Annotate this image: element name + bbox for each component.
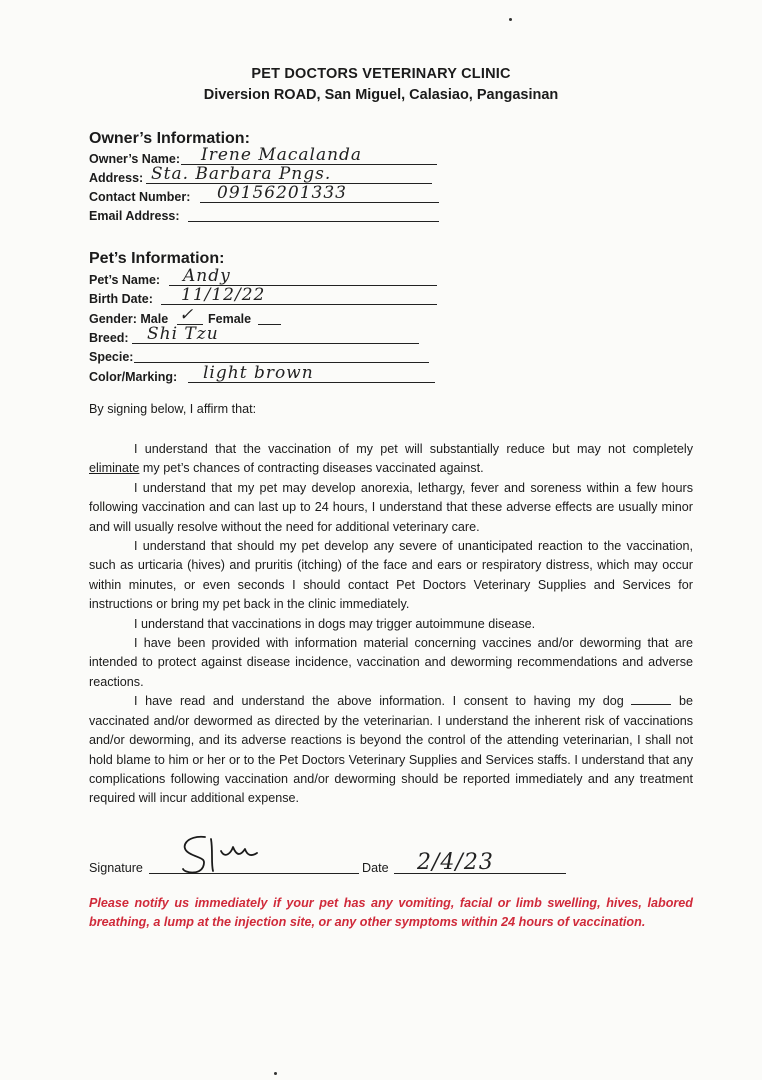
- pet-gender-label: Gender: Male: [89, 312, 169, 326]
- consent-paragraph: I understand that should my pet develop any severe of unanticipated reaction to the vaccination, such as urticaria (hives) and pruritis (itching) of the face and ears or respiratory distress, which may occur within minutes, or even seconds I should contact Pet Doctors Veterinary Supplies and Services for instructions or bring my pet back in the clinic immediately.: [89, 539, 693, 612]
- consent-paragraph: I have read and understand the above information. I consent to having my dog be vaccinated and/or dewormed as directed by the veterinarian. I understand the inherent risk of vaccinations and/or deworming, and its adverse reactions is beyond the control of the attending veterinarian, I shall not hold blame to him or her or to the Pet Doctors Veterinary Supplies and Services staffs. I understand that any complications following vaccination and/or deworming should be reported immediately and any treatment required will incur additional expense.: [89, 694, 694, 806]
- owner-email-line: [188, 221, 439, 222]
- pet-specie-label: Specie:: [89, 350, 134, 364]
- dog-name-blank[interactable]: [631, 694, 671, 705]
- notice-text: Please notify us immediately if your pet has any vomiting, facial or limb swelling, hives, labored breathing, a lump at the injection site, or any other symptoms within 24 hours of vaccination.: [89, 896, 693, 930]
- date-label: Date: [362, 861, 389, 875]
- consent-paragraph: I have been provided with information material concerning vaccines and/or deworming that are intended to protect against disease incidence, vaccination and deworming recommendations and adverse reactions.: [89, 636, 693, 689]
- owner-email-field[interactable]: [89, 205, 439, 223]
- pet-specie-field[interactable]: [89, 346, 439, 364]
- clinic-name: PET DOCTORS VETERINARY CLINIC: [251, 66, 511, 82]
- owner-name-value: Irene Macalanda: [201, 145, 363, 165]
- clinic-header: [0, 64, 762, 106]
- consent-paragraph: I understand that the vaccination of my pet will substantially reduce but may not completely eliminate my pet’s chances of contracting diseases vaccinated against.: [89, 442, 693, 476]
- signature-label: Signature: [89, 861, 143, 875]
- consent-intro: By signing below, I affirm that:: [89, 402, 257, 416]
- pet-birthdate-label: Birth Date:: [89, 292, 153, 306]
- pet-breed-value: Shi Tzu: [147, 324, 219, 344]
- paper-speck: [274, 1072, 277, 1075]
- underlined-word: eliminate: [89, 461, 140, 476]
- date-value: 2/4/23: [417, 850, 494, 875]
- consent-paragraph: I understand that my pet may develop anorexia, lethargy, fever and soreness within a few hours following vaccination and can last up to 24 hours, I understand that these adverse effects are usually minor and will usually resolve without the need for additional veterinary care.: [89, 480, 693, 534]
- owner-email-label: Email Address:: [89, 209, 180, 223]
- pet-name-label: Pet’s Name:: [89, 273, 161, 287]
- pet-color-value: light brown: [203, 363, 314, 383]
- owner-address-value: Sta. Barbara Pngs.: [151, 164, 332, 184]
- gender-female-line: [258, 324, 281, 325]
- owner-contact-label: Contact Number:: [89, 190, 191, 204]
- pet-color-field[interactable]: [89, 363, 439, 384]
- pet-breed-field[interactable]: [89, 324, 439, 345]
- owner-contact-field[interactable]: [89, 183, 439, 204]
- consent-paragraph: I understand that vaccinations in dogs may trigger autoimmune disease.: [134, 616, 536, 631]
- consent-body: [89, 440, 693, 809]
- pet-name-value: Andy: [183, 266, 231, 286]
- owner-name-label: Owner’s Name:: [89, 152, 181, 166]
- pet-section-title: Pet’s Information:: [89, 250, 225, 267]
- gender-male-checkmark: ✓: [179, 305, 195, 325]
- gender-female-label: Female: [208, 312, 252, 326]
- owner-section-title: Owner’s Information:: [89, 130, 250, 147]
- signature-scribble: [177, 831, 277, 877]
- pet-birthdate-field[interactable]: [89, 285, 439, 306]
- owner-contact-value: 09156201333: [217, 183, 347, 203]
- signature-row: [89, 850, 693, 877]
- pet-breed-label: Breed:: [89, 331, 129, 345]
- clinic-address: Diversion ROAD, San Miguel, Calasiao, Pangasinan: [203, 87, 559, 103]
- pet-birthdate-value: 11/12/22: [181, 285, 266, 305]
- paper-speck: [509, 18, 512, 21]
- owner-address-label: Address:: [89, 171, 144, 185]
- pet-color-label: Color/Marking:: [89, 370, 178, 384]
